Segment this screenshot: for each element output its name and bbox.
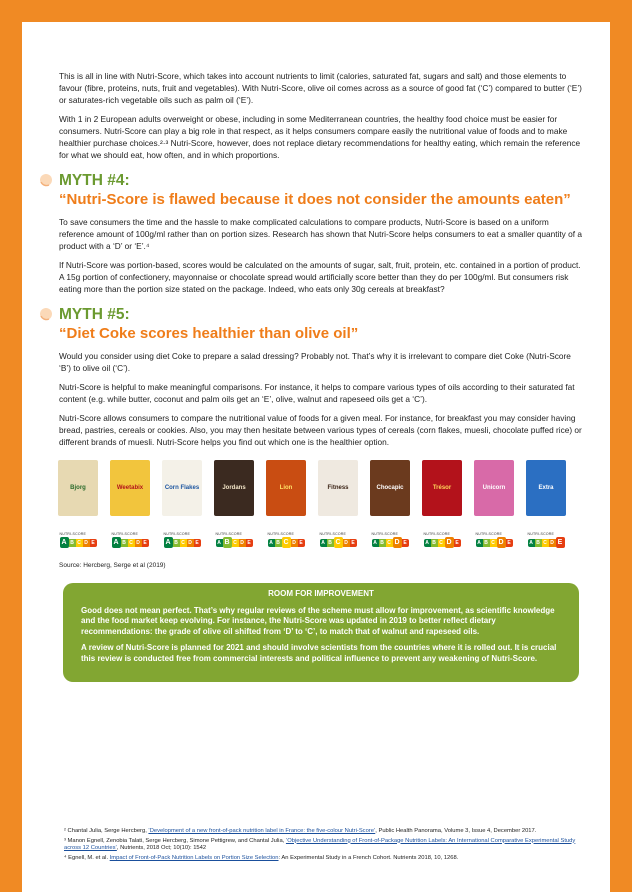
box-paragraph (81, 606, 561, 638)
footnote (64, 838, 584, 853)
nutri-score-label (528, 532, 565, 548)
myth-quote: “Diet Coke scores healthier than olive oil” (59, 325, 359, 342)
myth-5-paragraph: Nutri-Score is helpful to make meaningful comparisons. For instance, it helps to compare various types of oils according to their saturated fat content (e.g. while butter, coconut and palm oils get an ‘E’, olive, walnut and rapeseed oils get a ‘C’). (59, 382, 575, 404)
footnote-text: ² Chantal Julia, Serge Hercberg, (64, 828, 149, 834)
nutri-score-grade: B (536, 539, 540, 546)
nutri-score-caption: NUTRI-SCORE (371, 532, 399, 536)
footnote-link[interactable]: ‘Objective Understanding of Front-of-Package Nutrition Labels: An International Comparative Experimental Study across 12 Countries’ (64, 837, 576, 852)
footnote-text: ⁴ Egnell, M. et al. (64, 854, 110, 861)
nutri-score-grade: D (498, 539, 504, 546)
footnote (64, 855, 584, 863)
nutri-score-grade: E (195, 539, 199, 546)
cereal-box-image (526, 460, 566, 516)
nutri-score-label (476, 532, 513, 548)
nutri-score-grade: A (165, 539, 171, 546)
nutri-score-grade: D (188, 539, 192, 546)
nutri-score-label (424, 532, 461, 548)
nutri-score-grade: C (439, 539, 443, 546)
cereal-product (159, 460, 205, 548)
nutri-score-grade: A (477, 539, 481, 546)
nutri-score-caption: NUTRI-SCORE (163, 532, 191, 536)
footnote-text: , Public Health Panorama, Volume 3, Issue 4, December 2017. (375, 828, 537, 834)
box-paragraph: A review of Nutri-Score is planned for 2021 and should involve scientists from the countries where it is rolled out. It is crucial this review is conducted free from commercial interests and political influence to prevent any weakening of Nutri-Score. (81, 643, 557, 663)
myth-5-paragraph: Would you consider using diet Coke to prepare a salad dressing? Probably not. That’s why it is irrelevant to compare diet Coke (Nutri-Score ‘B’) to olive oil (‘C’). (59, 351, 571, 373)
nutri-score-caption: NUTRI-SCORE (423, 532, 451, 536)
cereal-box-brand: Lion (279, 484, 293, 491)
cereal-box-image (266, 460, 306, 516)
nutri-score-label (216, 532, 253, 548)
cereal-product (263, 460, 309, 548)
footnote-text: : An Experimental Study in a French Cohort. Nutrients 2018, 10, 1268. (278, 854, 459, 861)
nutri-score-grade: B (484, 539, 488, 546)
nutri-score-label (320, 532, 357, 548)
nutri-score-caption: NUTRI-SCORE (319, 532, 347, 536)
cereal-box-brand: Chocapic (376, 484, 404, 491)
nutri-score-grade: C (335, 539, 341, 546)
cereal-box-image (370, 460, 410, 516)
cereal-box-brand: Weetabix (116, 484, 144, 491)
cereal-products-row (55, 460, 582, 548)
nutri-score-caption: NUTRI-SCORE (527, 532, 555, 536)
cereal-box-brand: Jordans (222, 484, 246, 491)
cereal-product (471, 460, 517, 548)
cereal-product (419, 460, 465, 548)
nutri-score-grade: C (77, 539, 81, 546)
cereal-box-image (318, 460, 358, 516)
nutri-score-grade: D (84, 539, 88, 546)
nutri-score-grade: B (224, 539, 230, 546)
cereal-product (55, 460, 101, 548)
footnote-text: ³ Manon Egnell, Zenobia Talati, Serge Hercberg, Simone Pettigrew, and Chantal Julia, (64, 837, 286, 844)
image-source: Source: Hercberg, Serge et al (2019) (59, 562, 166, 569)
nutri-score-grade: A (529, 539, 533, 546)
nutri-score-caption: NUTRI-SCORE (267, 532, 295, 536)
footnote (64, 828, 584, 836)
cereal-box-image (162, 460, 202, 516)
cereal-box-brand: Trésor (432, 484, 452, 491)
cereal-product (523, 460, 569, 548)
cereal-product (211, 460, 257, 548)
cereal-box-brand: Unicorn (482, 484, 506, 491)
cereal-box-brand: Bjorg (70, 484, 86, 491)
nutri-score-grade: A (61, 539, 67, 546)
nutri-score-grade: B (380, 539, 384, 546)
nutri-score-grade: B (122, 539, 126, 546)
myth-5-heading (59, 305, 582, 343)
cereal-box-image (474, 460, 514, 516)
nutri-score-grade: A (373, 539, 377, 546)
nutri-score-grade: A (113, 539, 119, 546)
intro-paragraph: This is all in line with Nutri-Score, which takes into account nutrients to limit (calories, saturated fat, sugars and salt) and those elements to favour (fibre, proteins, nuts, fruit and vegetables). With Nutri-Score, olive oil comes across as a source of good fat (‘C’) compared to butter (‘E’) or saturates-rich vegetable oils such as palm oil (‘E’). (59, 71, 582, 105)
footnote-link[interactable]: ‘Development of a new front-of-pack nutrition label in France: the five-colour Nutri-Score’ (148, 828, 376, 834)
cereal-product (315, 460, 361, 548)
myth-number: MYTH #4: (59, 172, 130, 189)
myth-quote: “Nutri-Score is flawed because it does not consider the amounts eaten” (59, 191, 571, 208)
nutri-score-grade: E (91, 539, 95, 546)
cereal-box-brand: Corn Flakes (164, 484, 200, 491)
nutri-score-grade: C (387, 539, 391, 546)
myth-4-paragraph: If Nutri-Score was portion-based, scores would be calculated on the amounts of sugar, salt, fruit, protein, etc. contained in a portion of product. A 15g portion of confectionery, mayonnaise or chocolate spread would artificially score better than they do per 100g/ml. But consumers risk eating more than the portion size stated on the package. Indeed, who eats only 30g cereals at breakfast? (59, 260, 581, 294)
nutri-score-grade: C (491, 539, 495, 546)
nutri-score-label (372, 532, 409, 548)
nutri-score-label (60, 532, 97, 548)
nutri-score-grade: D (292, 539, 296, 546)
nutri-score-grade: C (543, 539, 547, 546)
nutri-score-grade: C (233, 539, 237, 546)
magnifier-icon (39, 173, 55, 189)
nutri-score-grade: D (240, 539, 244, 546)
nutri-score-grade: D (446, 539, 452, 546)
box-title: ROOM FOR IMPROVEMENT (268, 589, 374, 598)
nutri-score-grade: A (217, 539, 221, 546)
intro-paragraph: With 1 in 2 European adults overweight or obese, including in some Mediterranean countries, the healthy food choice must be easier for consumers. Nutri-Score can play a big role in that respect, as it helps consumers compare easily the nutritional value of foods and to make healthier purchase choices.²·³ Nutri-Score, however, does not replace dietary recommendations for healthy eating, which remain the reference for what we should eat, how often, and in which proportions. (59, 114, 581, 160)
footnote-text: , Nutrients, 2018 Oct; 10(10): 1542 (116, 845, 207, 852)
nutri-score-label (268, 532, 305, 548)
nutri-score-grade: B (70, 539, 74, 546)
nutri-score-grade: B (432, 539, 436, 546)
nutri-score-grade: E (507, 539, 511, 546)
nutri-score-grade: A (425, 539, 429, 546)
myth-4-heading (59, 171, 582, 209)
nutri-score-caption: NUTRI-SCORE (111, 532, 139, 536)
cereal-box-image (110, 460, 150, 516)
nutri-score-grade: E (351, 539, 355, 546)
nutri-score-grade: D (394, 539, 400, 546)
nutri-score-grade: D (136, 539, 140, 546)
cereal-product (107, 460, 153, 548)
nutri-score-caption: NUTRI-SCORE (475, 532, 503, 536)
nutri-score-grade: C (129, 539, 133, 546)
myth-5-paragraph: Nutri-Score allows consumers to compare the nutritional value of foods for a given meal. For instance, for breakfast you may consider having bread, pastries, cereals or cookies. Also, you may then hesitate between various types of cereals (corn flakes, muesli, chocolate puffed rice) or different brands of muesli. Nutri-Score helps you find out which one is the healthier option. (59, 413, 582, 447)
nutri-score-grade: E (299, 539, 303, 546)
cereal-box-brand: Extra (538, 484, 554, 491)
nutri-score-grade: C (181, 539, 185, 546)
nutri-score-grade: B (328, 539, 332, 546)
nutri-score-grade: A (269, 539, 273, 546)
nutri-score-grade: E (247, 539, 251, 546)
magnifier-icon (39, 307, 55, 323)
myth-number: MYTH #5: (59, 306, 130, 323)
document-page (22, 22, 610, 892)
nutri-score-grade: B (276, 539, 280, 546)
nutri-score-label (164, 532, 201, 548)
cereal-product (367, 460, 413, 548)
cereal-box-image (58, 460, 98, 516)
room-for-improvement-box (63, 583, 579, 682)
nutri-score-grade: C (283, 539, 289, 546)
nutri-score-grade: D (550, 539, 554, 546)
main-content (59, 70, 582, 682)
nutri-score-grade: B (174, 539, 178, 546)
nutri-score-grade: E (403, 539, 407, 546)
footnotes (64, 828, 584, 864)
nutri-score-grade: E (455, 539, 459, 546)
nutri-score-label (112, 532, 149, 548)
cereal-box-image (422, 460, 462, 516)
nutri-score-caption: NUTRI-SCORE (59, 532, 87, 536)
nutri-score-grade: A (321, 539, 325, 546)
nutri-score-grade: E (143, 539, 147, 546)
box-text: That’s why regular reviews of the scheme must allow for improvement, as scientific knowledge and the food market keep evolving. For instance, the Nutri-Score was updated in 2019 to better reflect dietary recommendations: the grade of olive oil shifted from ‘D’ to ‘C’, to match that of walnut and rapeseed oils. (81, 605, 555, 636)
footnote-link[interactable]: Impact of Front-of-Pack Nutrition Labels on Portion Size Selection (109, 854, 279, 861)
box-lead: Good does not mean perfect. (81, 605, 192, 615)
nutri-score-grade: D (344, 539, 348, 546)
cereal-box-image (214, 460, 254, 516)
nutri-score-grade: E (556, 537, 565, 548)
cereal-box-brand: Fitness (327, 484, 349, 491)
myth-4-paragraph: To save consumers the time and the hassle to make complicated calculations to compare products, Nutri-Score is based on a uniform reference amount of 100g/ml rather than on portion sizes. Research has shown that Nutri-Score helps consumers to eat a smaller quantity of a product with a ‘D’ or ‘E’.⁴ (59, 217, 582, 251)
nutri-score-caption: NUTRI-SCORE (215, 532, 243, 536)
